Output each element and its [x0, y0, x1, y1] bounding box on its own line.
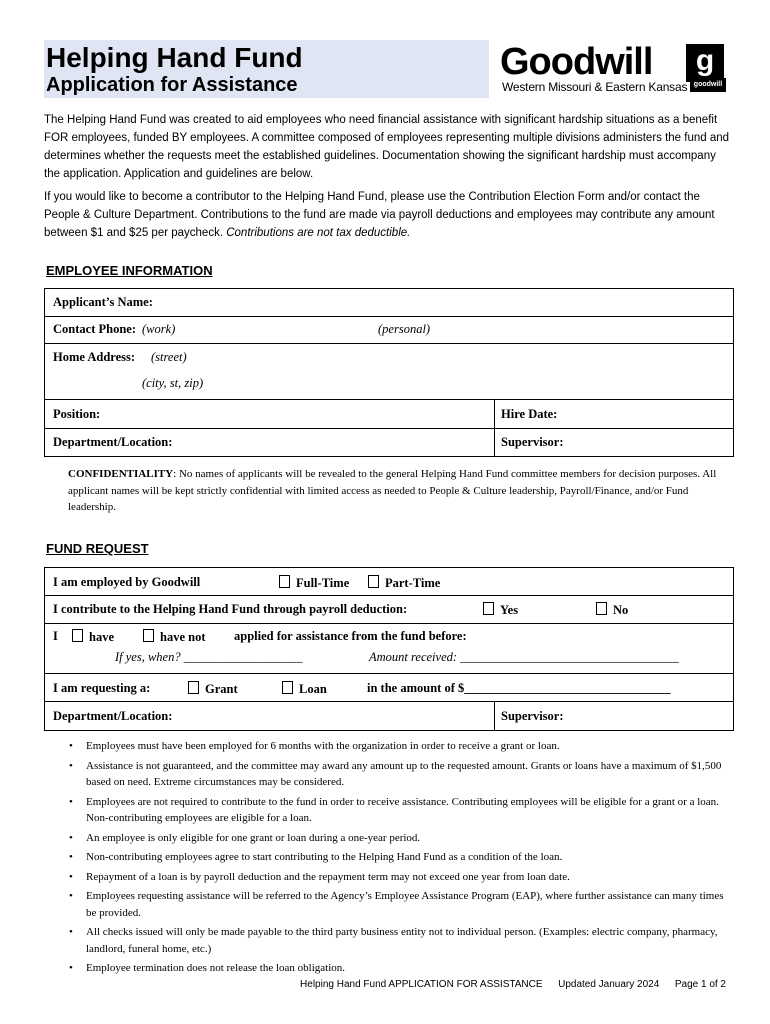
logo-g-icon — [686, 44, 724, 82]
employed-label: I am employed by Goodwill — [53, 575, 201, 589]
no-checkbox[interactable] — [596, 602, 607, 615]
footer-document-name: Helping Hand Fund APPLICATION FOR ASSISTANCE — [300, 979, 543, 990]
list-item: • Employees requesting assistance will be referred to the Agency’s Employee Assistance Program (EAP), where further assistance can many times be provided. — [69, 890, 724, 919]
supervisor-label: Supervisor: — [501, 435, 564, 449]
page-footer — [300, 979, 726, 990]
document-subtitle: Application for Assistance — [46, 74, 298, 96]
guideline-text: Employees requesting assistance will be referred to the Agency’s Employee Assistance Program (EAP), where further assistance can many times be provided. — [86, 890, 724, 919]
part-time-option[interactable] — [368, 575, 440, 591]
contribute-yes-option[interactable] — [483, 602, 518, 618]
amount-requested-field[interactable]: in the amount of $_________________________________ — [367, 681, 671, 695]
department-row — [45, 428, 733, 456]
when-field[interactable]: If yes, when? ___________________ — [115, 650, 303, 664]
guideline-text: Employees must have been employed for 6 months with the organization in order to receive a grant or loan. — [86, 740, 560, 752]
hire-date-label: Hire Date: — [501, 407, 558, 421]
document-title: Helping Hand Fund — [46, 42, 303, 73]
have-label: have — [89, 630, 114, 644]
contribute-row — [45, 595, 733, 623]
yes-checkbox[interactable] — [483, 602, 494, 615]
goodwill-logo — [500, 42, 726, 98]
address-city-hint: (city, st, zip) — [142, 376, 204, 390]
confidentiality-notice — [68, 466, 718, 516]
loan-label: Loan — [299, 682, 327, 696]
home-address-row[interactable] — [45, 343, 733, 399]
fund-request-heading: FUND REQUEST — [46, 541, 149, 556]
position-row — [45, 399, 733, 428]
have-option[interactable] — [72, 629, 114, 645]
applied-label: applied for assistance from the fund before: — [234, 629, 467, 643]
guideline-text: Repayment of a loan is by payroll deduction and the repayment term may not exceed one year from loan date. — [86, 870, 570, 883]
list-item: • Repayment of a loan is by payroll deduction and the repayment term may not exceed one year from loan date. — [69, 870, 570, 883]
applicant-name-label: Applicant’s Name: — [53, 295, 153, 309]
have-not-option[interactable] — [143, 629, 206, 645]
list-item: • Employees are not required to contribute to the fund in order to receive assistance. Contributing employees will be eligible for a grant or a loan. Non-contributing employees are eligible for a loan. — [69, 795, 719, 824]
intro-p2-italic: Contributions are not tax deductible. — [226, 227, 411, 239]
contact-phone-row[interactable] — [45, 316, 733, 343]
grant-checkbox[interactable] — [188, 681, 199, 694]
confidentiality-label: CONFIDENTIALITY — [68, 468, 174, 480]
fund-request-table — [44, 567, 734, 731]
list-item: • Employees must have been employed for 6 months with the organization in order to receive a grant or loan. — [69, 740, 560, 752]
position-label: Position: — [53, 407, 101, 421]
contribute-label: I contribute to the Helping Hand Fund through payroll deduction: — [53, 602, 408, 616]
guideline-text: Employee termination does not release the loan obligation. — [86, 962, 346, 974]
employee-info-heading: EMPLOYEE INFORMATION — [46, 263, 213, 278]
divider — [494, 429, 495, 456]
contact-phone-label: Contact Phone: — [53, 322, 136, 336]
employment-type-row — [45, 568, 733, 595]
full-time-option[interactable] — [279, 575, 349, 591]
applicant-name-row[interactable] — [45, 289, 733, 316]
list-item: • All checks issued will only be made payable to the third party business entity not to individual person. (Examples: electric company, pharmacy, landlord, funeral home, etc.) — [69, 926, 718, 955]
no-label: No — [613, 603, 629, 617]
department-label: Department/Location: — [53, 435, 173, 449]
full-time-label: Full-Time — [296, 576, 350, 590]
employee-info-table — [44, 288, 734, 457]
address-street-hint: (street) — [151, 350, 187, 364]
i-label: I — [53, 629, 58, 643]
loan-checkbox[interactable] — [282, 681, 293, 694]
list-item: • Employee termination does not release the loan obligation. — [69, 962, 346, 974]
intro-paragraph-1: The Helping Hand Fund was created to aid employees who need financial assistance with significant hardship situations as a benefit FOR employees, funded BY employees. A committee composed of employees representing multiple divisions administers the fund and determines whether the requests meet the established guidelines. Documentation showing the significant hardship must accompany the application. Application and guidelines are below. — [44, 114, 730, 180]
request-type-row — [45, 673, 733, 701]
amount-received-field[interactable]: Amount received: ___________________________________ — [369, 650, 679, 664]
intro-p2-text: If you would like to become a contributor to the Helping Hand Fund, please use the Contribution Election Form and/or contact the People & Culture Department. Contributions to the fund are made via payroll deductions and employees may contribute any amount between $1 and $25 per paycheck. — [44, 191, 715, 239]
logo-tagline: Western Missouri & Eastern Kansas — [502, 80, 688, 94]
logo-mark: g — [695, 44, 715, 77]
have-checkbox[interactable] — [72, 629, 83, 642]
intro-paragraph-2 — [44, 188, 734, 242]
logo-wordmark: Goodwill — [500, 41, 653, 83]
fund-department-label: Department/Location: — [53, 709, 173, 723]
logo-badge: goodwill — [690, 78, 726, 92]
guideline-text: Non-contributing employees agree to start contributing to the Helping Hand Fund as a condition of the loan. — [86, 851, 563, 863]
footer-updated: Updated January 2024 — [558, 979, 660, 990]
list-item: • Non-contributing employees agree to start contributing to the Helping Hand Fund as a condition of the loan. — [69, 851, 563, 863]
yes-label: Yes — [500, 603, 519, 617]
guideline-text: Assistance is not guaranteed, and the committee may award any amount up to the requested amount. Grants or loans have a maximum of $1,500 based on need. Extreme circumstances may be considered. — [86, 759, 722, 788]
list-item: • Assistance is not guaranteed, and the committee may award any amount up to the requested amount. Grants or loans have a maximum of $1,500 based on need. Extreme circumstances may be considered. — [69, 759, 722, 788]
divider — [494, 400, 495, 428]
contribute-no-option[interactable] — [596, 602, 628, 618]
fund-supervisor-label: Supervisor: — [501, 709, 564, 723]
full-time-checkbox[interactable] — [279, 575, 290, 588]
fund-department-row — [45, 701, 733, 730]
guideline-text: All checks issued will only be made payable to the third party business entity not to individual person. (Examples: electric company, pharmacy, landlord, funeral home, etc.) — [86, 926, 718, 955]
grant-label: Grant — [205, 682, 238, 696]
phone-work-hint: (work) — [142, 322, 176, 336]
confidentiality-text: : No names of applicants will be revealed to the general Helping Hand Fund committee members for decision purposes. All applicant names will be kept strictly confidential with limited access as needed to People & Culture leadership, Payroll/Finance, and/or Fund leadership. — [68, 468, 717, 513]
guidelines-list — [66, 738, 730, 980]
home-address-label: Home Address: — [53, 350, 136, 364]
phone-personal-hint: (personal) — [378, 322, 431, 336]
part-time-label: Part-Time — [385, 576, 441, 590]
requesting-label: I am requesting a: — [53, 681, 151, 695]
guideline-text: Employees are not required to contribute to the fund in order to receive assistance. Contributing employees will be eligible for a grant or a loan. Non-contributing employees are eligible for a loan. — [86, 795, 719, 824]
have-not-label: have not — [160, 630, 206, 644]
divider — [494, 702, 495, 730]
have-not-checkbox[interactable] — [143, 629, 154, 642]
grant-option[interactable] — [188, 681, 238, 697]
guideline-text: An employee is only eligible for one grant or loan during a one-year period. — [86, 831, 421, 844]
loan-option[interactable] — [282, 681, 327, 697]
list-item: • An employee is only eligible for one grant or loan during a one-year period. — [69, 831, 421, 844]
prior-application-row — [45, 623, 733, 673]
part-time-checkbox[interactable] — [368, 575, 379, 588]
footer-page-number: Page 1 of 2 — [674, 979, 726, 990]
